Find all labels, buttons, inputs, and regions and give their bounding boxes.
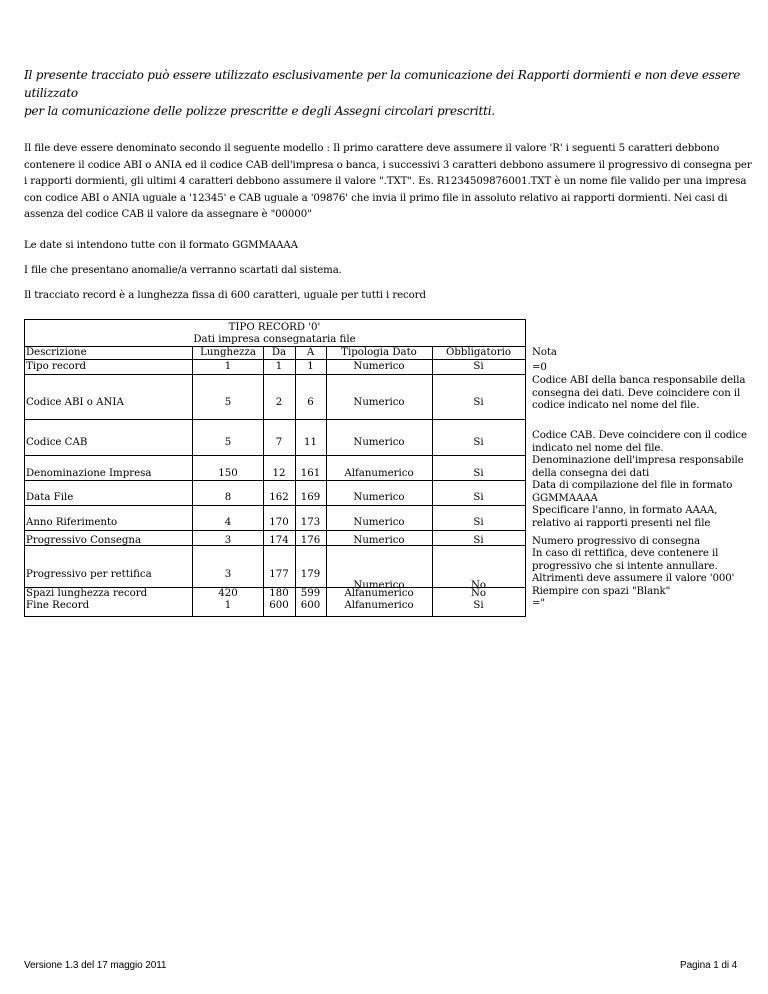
cell-da: 180 [269,588,289,599]
cell-a: 169 [300,492,321,503]
dates-paragraph: Le date si intendono tutte con il formato GGMMAAAA [24,240,298,251]
notice [24,66,744,120]
footer-version: Versione 1.3 del 17 maggio 2011 [24,960,167,971]
cell-a: 173 [300,517,321,528]
cell-lunghezza: 1 [224,361,232,372]
cell-descrizione: Fine Record [26,600,90,611]
cell-tipologia: Numerico [353,437,405,448]
cell-obbligatorio: No [470,588,487,599]
table-border-right [525,319,526,617]
cell-a: 176 [300,535,321,546]
nota-header: Nota [532,347,557,358]
col-divider [432,346,433,617]
cell-nota: Numero progressivo di consegna [532,536,701,547]
row-divider [24,480,526,481]
row-divider [24,359,526,360]
cell-nota: Codice ABI della banca responsabile della consegna dei dati. Deve coincidere con il codice indicato nel nome del file. [532,375,746,412]
cell-a: 11 [304,437,317,448]
cell-tipologia: Alfanumerico [344,468,414,479]
row-divider [24,505,526,506]
cell-nota: Codice CAB. Deve coincidere con il codice indicato nel nome del file. [532,430,747,454]
table-title: TIPO RECORD '0' [228,322,321,333]
cell-lunghezza: 8 [224,492,232,503]
cell-a: 1 [307,361,314,372]
cell-lunghezza: 3 [224,535,232,546]
cell-nota: Specificare l'anno, in formato AAAA, relativo ai rapporti presenti nel file [532,505,718,529]
cell-obbligatorio: No [470,580,487,591]
table-subtitle: Dati impresa consegnataria file [193,334,356,345]
cell-a: 161 [300,468,321,479]
cell-obbligatorio: Si [473,535,484,546]
header-lunghezza: Lunghezza [200,347,256,358]
cell-lunghezza: 4 [224,517,232,528]
cell-tipologia: Alfanumerico [344,588,414,599]
header-tipologia: Tipologia Dato [341,347,417,358]
footer-page: Pagina 1 di 4 [680,960,738,971]
naming-paragraph: Il file deve essere denominato secondo il seguente modello : Il primo carattere deve assumere il valore 'R' i seguenti 5 caratteri debbono contenere il codice ABI o ANIA ed il codice CAB dell'impresa o banca, i successivi 3 caratteri debbono assumere il progressivo di consegna per i rapporti dormienti, gli ultimi 4 caratteri debbono assumere il valore ".TXT". Es. R1234509876001.TXT è un nome file valido per una impresa con codice ABI o ANIA uguale a '12345' e CAB uguale a '09876' che invia il primo file in assoluto relativo ai rapporti dormienti. Nei casi di assenza del codice CAB il valore da assegnare è "00000" [24,143,752,220]
cell-lunghezza: 3 [224,569,232,580]
cell-a: 600 [300,600,321,611]
cell-tipologia: Numerico [353,535,405,546]
cell-descrizione: Spazi lunghezza record [26,588,148,599]
cell-descrizione: Data File [26,492,74,503]
cell-a: 6 [307,397,314,408]
table-border-top [24,319,526,320]
cell-lunghezza: 420 [218,588,238,599]
header-da: Da [271,347,287,358]
cell-obbligatorio: Si [473,361,484,372]
cell-descrizione: Codice CAB [26,437,88,448]
cell-tipologia: Numerico [353,397,405,408]
header-descrizione: Descrizione [26,347,87,358]
cell-nota: In caso di rettifica, deve contenere il progressivo che si intente annullare. Altrimenti deve assumere il valore '000' [532,548,735,585]
table-border-bottom [24,616,526,617]
cell-da: 162 [269,492,289,503]
cell-obbligatorio: Si [473,437,484,448]
cell-nota: Denominazione dell'impresa responsabile della consegna dei dati [532,455,744,479]
cell-a: 599 [300,588,321,599]
row-divider [24,530,526,531]
record-table [24,316,525,616]
row-divider [24,346,526,347]
cell-tipologia: Numerico [353,361,405,372]
cell-nota: =0 [532,362,547,373]
cell-obbligatorio: Si [473,468,484,479]
cell-lunghezza: 5 [224,437,232,448]
cell-da: 12 [272,468,286,479]
cell-da: 170 [269,517,289,528]
cell-da: 7 [275,437,283,448]
row-divider [24,455,526,456]
length-paragraph: Il tracciato record è a lunghezza fissa di 600 caratteri, uguale per tutti i record [24,290,426,301]
col-divider [326,346,327,617]
cell-da: 174 [269,535,289,546]
cell-obbligatorio: Si [473,397,484,408]
cell-tipologia: Numerico [353,492,405,503]
notice-line-1: Il presente tracciato può essere utilizzato esclusivamente per la comunicazione dei Rapporti dormienti e non deve essere utilizzato [24,68,741,100]
row-divider [24,374,526,375]
cell-da: 1 [275,361,283,372]
row-divider [24,419,526,420]
cell-descrizione: Anno Riferimento [26,517,118,528]
cell-obbligatorio: Si [473,492,484,503]
cell-descrizione: Denominazione Impresa [26,468,152,479]
header-a: A [306,347,315,358]
cell-tipologia: Numerico [353,580,405,591]
header-obbligatorio: Obbligatorio [446,347,511,358]
cell-tipologia: Numerico [353,517,405,528]
cell-descrizione: Progressivo Consegna [26,535,142,546]
cell-nota: =" [532,598,546,609]
notice-line-2: per la comunicazione delle polizze prescritte e degli Assegni circolari prescritti. [24,104,496,118]
cell-obbligatorio: Si [473,517,484,528]
cell-descrizione: Progressivo per rettifica [26,569,152,580]
cell-lunghezza: 150 [218,468,238,479]
cell-descrizione: Codice ABI o ANIA [26,397,124,408]
anomalies-paragraph: I file che presentano anomalie/a verranno scartati dal sistema. [24,265,342,276]
cell-lunghezza: 1 [224,600,232,611]
cell-nota: Riempire con spazi "Blank" [532,586,671,597]
cell-tipologia: Alfanumerico [344,600,414,611]
cell-da: 177 [269,569,289,580]
cell-nota: Data di compilazione del file in formato GGMMAAAA [532,480,733,504]
cell-da: 2 [275,397,283,408]
table-border-left [24,319,25,617]
cell-a: 179 [300,569,321,580]
cell-descrizione: Tipo record [26,361,87,372]
cell-obbligatorio: Si [473,600,484,611]
cell-da: 600 [269,600,289,611]
cell-lunghezza: 5 [224,397,232,408]
